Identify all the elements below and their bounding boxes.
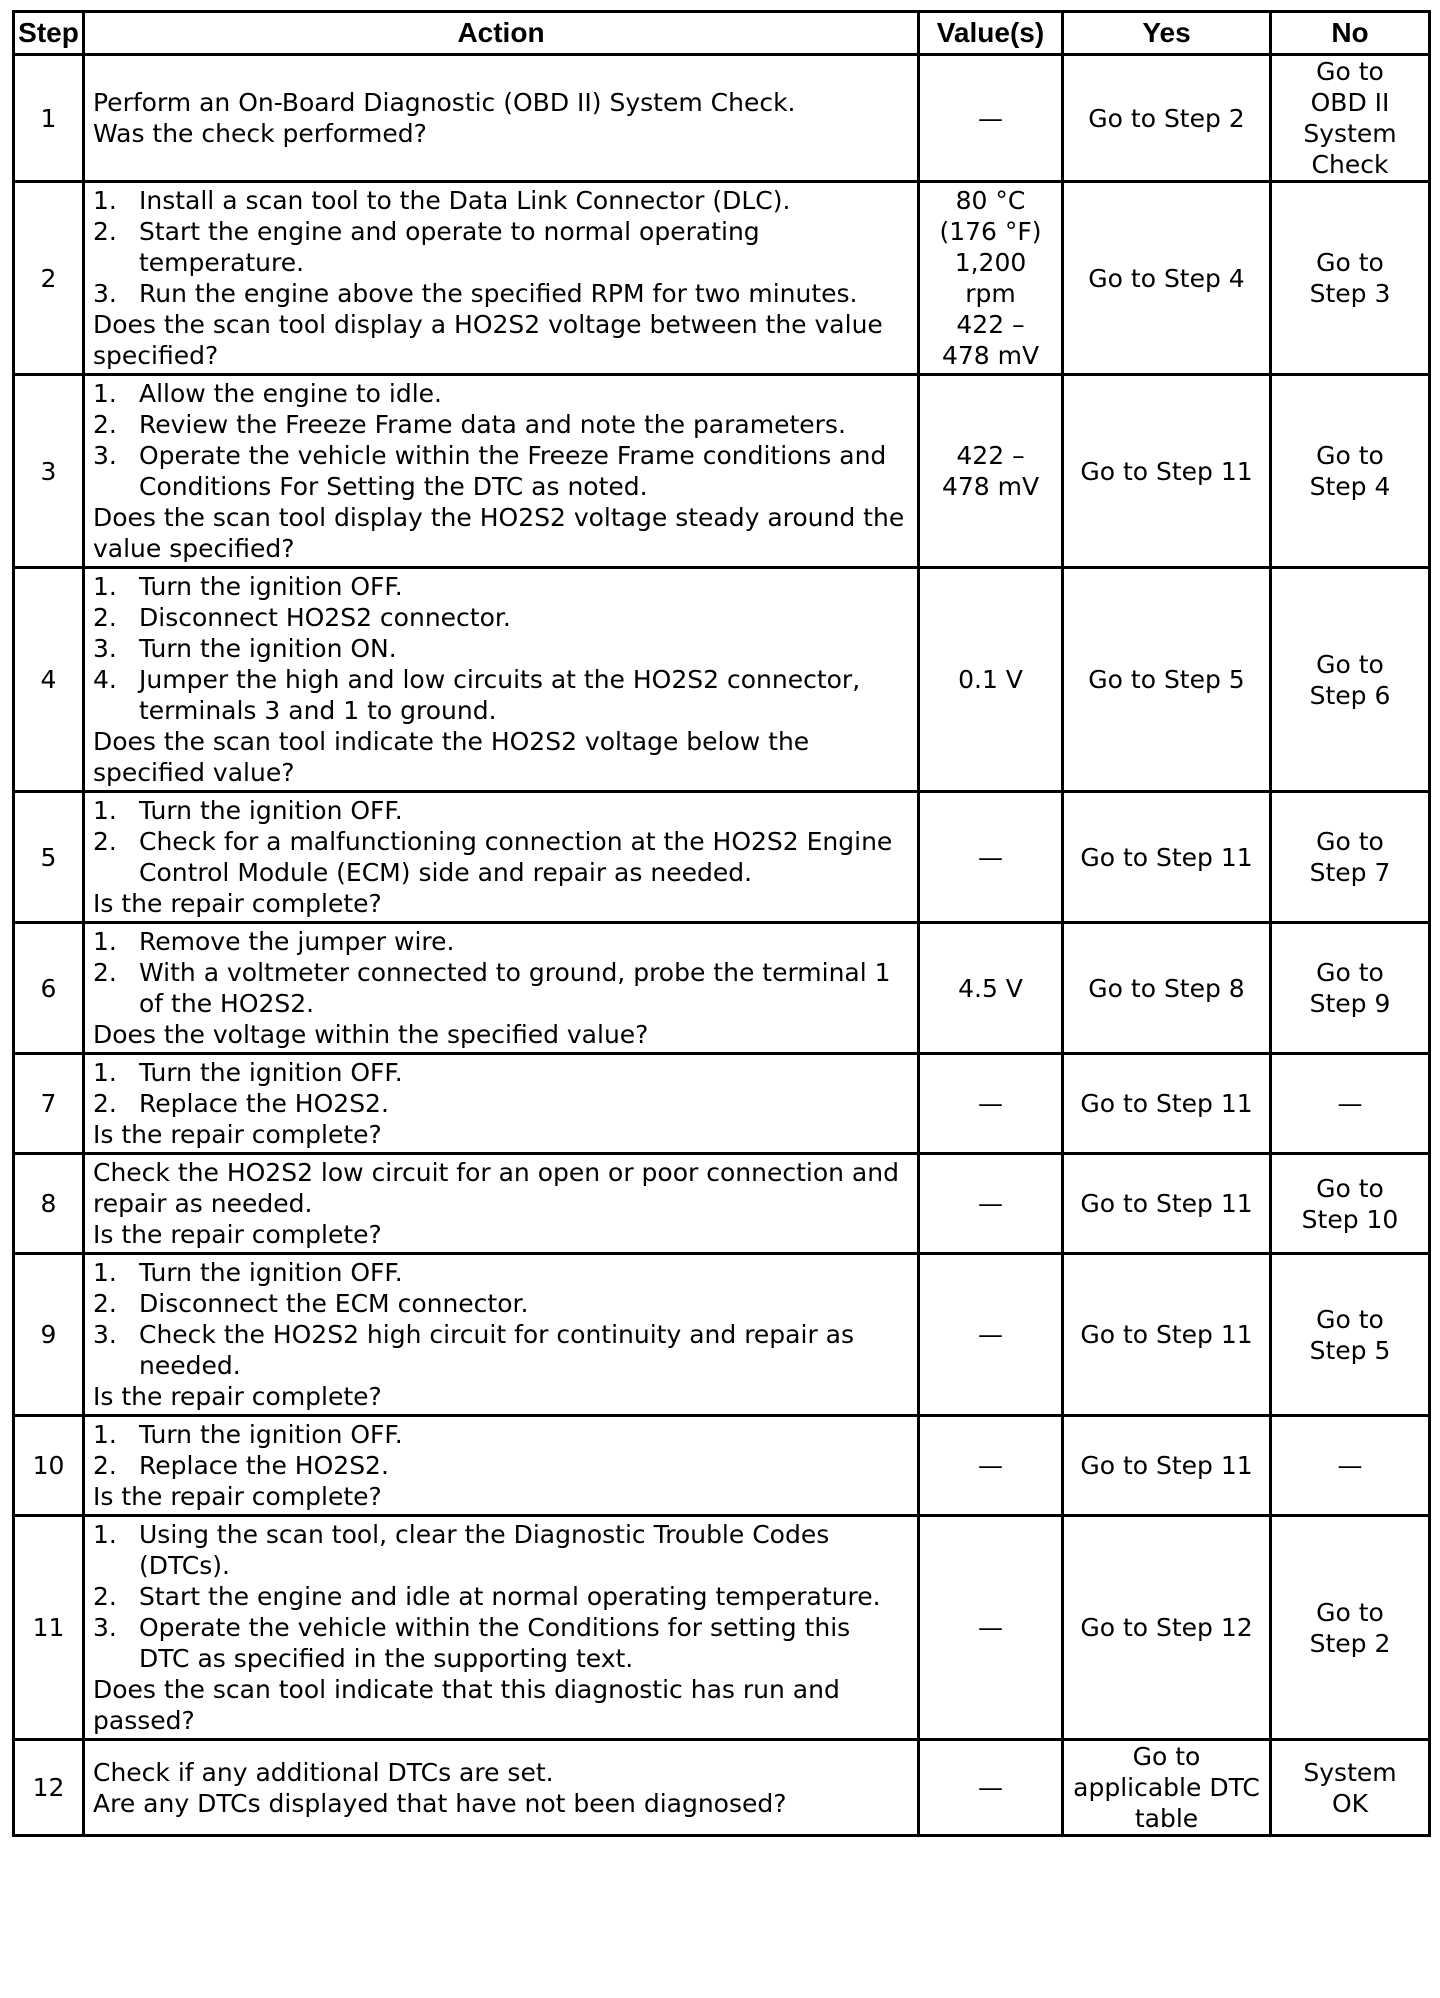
step-number: 11 (14, 1516, 84, 1740)
yes-line: Go to Step 11 (1080, 1451, 1253, 1480)
no-line: System (1303, 1757, 1397, 1787)
yes-cell (1063, 568, 1271, 792)
item-text: Remove the jumper wire. (139, 927, 455, 956)
action-cell (84, 1054, 919, 1154)
yes-line: Go to Step 11 (1080, 1189, 1253, 1218)
action-numbered-item (93, 664, 907, 726)
yes-cell (1063, 792, 1271, 923)
yes-line: Go to Step 11 (1080, 842, 1253, 872)
yes-line: table (1134, 1804, 1199, 1833)
action-numbered-item (93, 378, 907, 409)
table-row (14, 1516, 1430, 1740)
item-number: 2. (93, 827, 117, 856)
no-cell (1271, 55, 1430, 182)
step-number: 5 (14, 792, 84, 923)
no-line: Go to (1316, 1597, 1384, 1627)
item-text: Using the scan tool, clear the Diagnostic Trouble Codes (DTCs). (139, 1520, 830, 1580)
yes-line: Go to Step 11 (1080, 1320, 1253, 1349)
yes-cell (1063, 1154, 1271, 1254)
table-body (14, 55, 1430, 1836)
action-cell (84, 1516, 919, 1740)
value-line: — (978, 1451, 1003, 1480)
no-line: Step 10 (1301, 1204, 1399, 1234)
table-row (14, 375, 1430, 568)
action-numbered-item (93, 1519, 907, 1581)
action-cell (84, 1154, 919, 1254)
no-line: Step 2 (1309, 1628, 1391, 1658)
value-cell (919, 375, 1063, 568)
no-cell (1271, 1516, 1430, 1740)
item-number: 4. (93, 665, 117, 694)
item-text: Disconnect the ECM connector. (139, 1289, 529, 1318)
item-number: 1. (93, 186, 117, 215)
action-cell (84, 1416, 919, 1516)
yes-line: Go to Step 5 (1088, 665, 1245, 694)
item-text: Install a scan tool to the Data Link Connector (DLC). (139, 186, 791, 215)
action-cell (84, 55, 919, 182)
header-row (14, 12, 1430, 55)
action-text: Are any DTCs displayed that have not been diagnosed? (93, 1788, 787, 1818)
no-line: OBD II (1310, 88, 1390, 117)
value-cell (919, 923, 1063, 1054)
item-number: 1. (93, 379, 117, 408)
yes-cell (1063, 1516, 1271, 1740)
item-number: 2. (93, 1089, 117, 1118)
no-cell (1271, 792, 1430, 923)
value-cell (919, 1054, 1063, 1154)
table-row (14, 1254, 1430, 1416)
item-number: 1. (93, 1258, 117, 1287)
item-text: Check the HO2S2 high circuit for continuity and repair as needed. (139, 1320, 855, 1380)
no-line: Go to (1316, 958, 1384, 987)
item-text: Check for a malfunctioning connection at the HO2S2 Engine Control Module (ECM) side and repair as needed. (139, 827, 893, 887)
action-text: Was the check performed? (93, 119, 427, 148)
action-text: Check if any additional DTCs are set. (93, 1757, 554, 1787)
action-numbered-item (93, 1088, 907, 1119)
action-text: Does the voltage within the specified value? (93, 1020, 649, 1049)
no-line: OK (1331, 1788, 1369, 1818)
action-numbered-item (93, 1319, 907, 1381)
value-line: 478 mV (941, 472, 1040, 501)
action-numbered-item (93, 1257, 907, 1288)
step-number: 4 (14, 568, 84, 792)
value-cell (919, 792, 1063, 923)
value-line: — (978, 1613, 1003, 1642)
yes-cell (1063, 55, 1271, 182)
table-row (14, 923, 1430, 1054)
no-cell (1271, 1416, 1430, 1516)
item-text: Jumper the high and low circuits at the HO2S2 connector, terminals 3 and 1 to ground. (139, 665, 861, 725)
table-row (14, 55, 1430, 182)
no-line: — (1337, 1089, 1363, 1118)
action-text: Is the repair complete? (93, 1382, 382, 1411)
item-text: Review the Freeze Frame data and note the parameters. (139, 410, 846, 439)
table-row (14, 1416, 1430, 1516)
yes-line: Go to Step 12 (1080, 1613, 1253, 1642)
step-number: 1 (14, 55, 84, 182)
step-number: 6 (14, 923, 84, 1054)
action-numbered-item (93, 602, 907, 633)
action-numbered-item (93, 216, 907, 278)
no-line: Go to (1316, 441, 1384, 470)
item-text: With a voltmeter connected to ground, probe the terminal 1 of the HO2S2. (139, 958, 891, 1018)
item-text: Turn the ignition ON. (139, 634, 397, 663)
action-numbered-item (93, 278, 907, 309)
yes-cell (1063, 182, 1271, 375)
yes-line: Go to (1132, 1742, 1201, 1771)
action-numbered-item (93, 1419, 907, 1450)
header-values: Value(s) (919, 12, 1063, 55)
item-text: Start the engine and idle at normal operating temperature. (139, 1582, 881, 1611)
no-line: System (1303, 119, 1397, 148)
no-line: Step 5 (1309, 1335, 1391, 1365)
yes-line: Go to Step 4 (1088, 263, 1245, 293)
table-row (14, 568, 1430, 792)
action-numbered-item (93, 926, 907, 957)
value-line: — (978, 1773, 1003, 1802)
item-text: Turn the ignition OFF. (139, 1058, 403, 1087)
item-number: 2. (93, 217, 117, 246)
item-number: 1. (93, 796, 117, 825)
item-number: 3. (93, 634, 117, 663)
yes-line: Go to Step 11 (1080, 1089, 1253, 1118)
no-line: Step 3 (1309, 279, 1391, 308)
value-line: — (978, 103, 1003, 133)
table-header (14, 12, 1430, 55)
header-yes: Yes (1063, 12, 1271, 55)
no-line: Step 7 (1309, 858, 1391, 887)
no-cell (1271, 1254, 1430, 1416)
table-row (14, 1154, 1430, 1254)
value-line: — (978, 842, 1003, 872)
action-cell (84, 923, 919, 1054)
no-cell (1271, 1740, 1430, 1836)
item-text: Disconnect HO2S2 connector. (139, 603, 511, 632)
value-cell (919, 1416, 1063, 1516)
yes-line: Go to Step 2 (1088, 103, 1245, 133)
yes-cell (1063, 1254, 1271, 1416)
step-number: 8 (14, 1154, 84, 1254)
value-line: — (978, 1320, 1003, 1349)
item-text: Turn the ignition OFF. (139, 796, 403, 825)
action-cell (84, 375, 919, 568)
step-number: 7 (14, 1054, 84, 1154)
yes-line: Go to Step 8 (1088, 973, 1245, 1003)
no-cell (1271, 923, 1430, 1054)
item-number: 1. (93, 1420, 117, 1449)
no-line: Go to (1316, 649, 1384, 679)
action-numbered-item (93, 1612, 907, 1674)
action-cell (84, 792, 919, 923)
no-cell (1271, 182, 1430, 375)
action-numbered-item (93, 1581, 907, 1612)
item-text: Turn the ignition OFF. (139, 1420, 403, 1449)
no-cell (1271, 1054, 1430, 1154)
step-number: 9 (14, 1254, 84, 1416)
item-text: Replace the HO2S2. (139, 1451, 389, 1480)
item-number: 3. (93, 1613, 117, 1642)
no-line: Step 4 (1309, 472, 1391, 501)
value-line: 478 mV (941, 341, 1040, 370)
no-line: Go to (1316, 827, 1384, 856)
item-text: Allow the engine to idle. (139, 379, 443, 408)
item-number: 3. (93, 1320, 117, 1349)
value-cell (919, 568, 1063, 792)
header-step: Step (14, 12, 84, 55)
value-line: 422 – (956, 310, 1025, 339)
item-number: 2. (93, 1289, 117, 1318)
value-cell (919, 55, 1063, 182)
no-cell (1271, 1154, 1430, 1254)
step-number: 2 (14, 182, 84, 375)
action-text: Does the scan tool display a HO2S2 voltage between the value specified? (93, 310, 883, 370)
yes-line: applicable DTC (1073, 1773, 1260, 1802)
action-numbered-item (93, 633, 907, 664)
value-cell (919, 1154, 1063, 1254)
item-number: 2. (93, 1582, 117, 1611)
value-cell (919, 1740, 1063, 1836)
no-line: Step 9 (1309, 989, 1391, 1018)
value-line: 80 °C (955, 186, 1026, 215)
no-cell (1271, 568, 1430, 792)
step-number: 10 (14, 1416, 84, 1516)
yes-cell (1063, 1416, 1271, 1516)
no-line: Go to (1316, 1173, 1384, 1203)
no-line: Step 6 (1309, 680, 1391, 710)
action-text: Is the repair complete? (93, 1482, 382, 1511)
value-line: — (978, 1189, 1003, 1218)
action-text: Check the HO2S2 low circuit for an open or poor connection and repair as needed. (93, 1158, 899, 1218)
item-number: 3. (93, 279, 117, 308)
action-cell (84, 568, 919, 792)
no-line: Check (1311, 150, 1389, 179)
item-number: 1. (93, 1058, 117, 1087)
step-number: 12 (14, 1740, 84, 1836)
action-text: Is the repair complete? (93, 889, 382, 918)
header-action: Action (84, 12, 919, 55)
action-cell (84, 1254, 919, 1416)
item-text: Run the engine above the specified RPM for two minutes. (139, 279, 858, 308)
action-numbered-item (93, 1057, 907, 1088)
item-text: Turn the ignition OFF. (139, 572, 403, 601)
item-number: 1. (93, 927, 117, 956)
item-text: Operate the vehicle within the Conditions for setting this DTC as specified in the supporting text. (139, 1613, 851, 1673)
item-number: 2. (93, 410, 117, 439)
value-line: 422 – (956, 441, 1025, 470)
table-row (14, 182, 1430, 375)
yes-cell (1063, 1740, 1271, 1836)
item-number: 3. (93, 441, 117, 470)
action-text: Perform an On-Board Diagnostic (OBD II) System Check. (93, 88, 796, 117)
value-line: 4.5 V (958, 973, 1023, 1003)
action-text: Does the scan tool indicate the HO2S2 voltage below the specified value? (93, 727, 810, 787)
value-line: rpm (965, 279, 1016, 308)
value-line: 1,200 (954, 248, 1027, 277)
no-line: — (1337, 1451, 1363, 1480)
yes-cell (1063, 375, 1271, 568)
item-text: Turn the ignition OFF. (139, 1258, 403, 1287)
item-number: 2. (93, 958, 117, 987)
action-numbered-item (93, 571, 907, 602)
item-text: Operate the vehicle within the Freeze Frame conditions and Conditions For Setting the DTC as noted. (139, 441, 887, 501)
table-row (14, 1740, 1430, 1836)
item-number: 1. (93, 572, 117, 601)
action-numbered-item (93, 409, 907, 440)
item-number: 1. (93, 1520, 117, 1549)
item-number: 2. (93, 603, 117, 632)
item-number: 2. (93, 1451, 117, 1480)
value-cell (919, 182, 1063, 375)
action-cell (84, 1740, 919, 1836)
action-numbered-item (93, 1288, 907, 1319)
action-numbered-item (93, 440, 907, 502)
item-text: Replace the HO2S2. (139, 1089, 389, 1118)
header-no: No (1271, 12, 1430, 55)
step-number: 3 (14, 375, 84, 568)
value-line: — (978, 1089, 1003, 1118)
action-numbered-item (93, 826, 907, 888)
table-row (14, 792, 1430, 923)
value-cell (919, 1254, 1063, 1416)
action-text: Is the repair complete? (93, 1120, 382, 1149)
yes-line: Go to Step 11 (1080, 456, 1253, 486)
action-numbered-item (93, 1450, 907, 1481)
value-line: (176 °F) (939, 217, 1042, 246)
value-line: 0.1 V (958, 665, 1023, 694)
no-line: Go to (1316, 248, 1384, 277)
action-text: Is the repair complete? (93, 1220, 382, 1249)
action-text: Does the scan tool display the HO2S2 voltage steady around the value specified? (93, 503, 905, 563)
action-numbered-item (93, 795, 907, 826)
yes-cell (1063, 923, 1271, 1054)
no-line: Go to (1316, 57, 1384, 86)
no-line: Go to (1316, 1304, 1384, 1334)
action-text: Does the scan tool indicate that this diagnostic has run and passed? (93, 1675, 840, 1735)
action-cell (84, 182, 919, 375)
table-row (14, 1054, 1430, 1154)
value-cell (919, 1516, 1063, 1740)
yes-cell (1063, 1054, 1271, 1154)
diagnostic-table (12, 10, 1431, 1837)
item-text: Start the engine and operate to normal operating temperature. (139, 217, 760, 277)
action-numbered-item (93, 185, 907, 216)
action-numbered-item (93, 957, 907, 1019)
no-cell (1271, 375, 1430, 568)
